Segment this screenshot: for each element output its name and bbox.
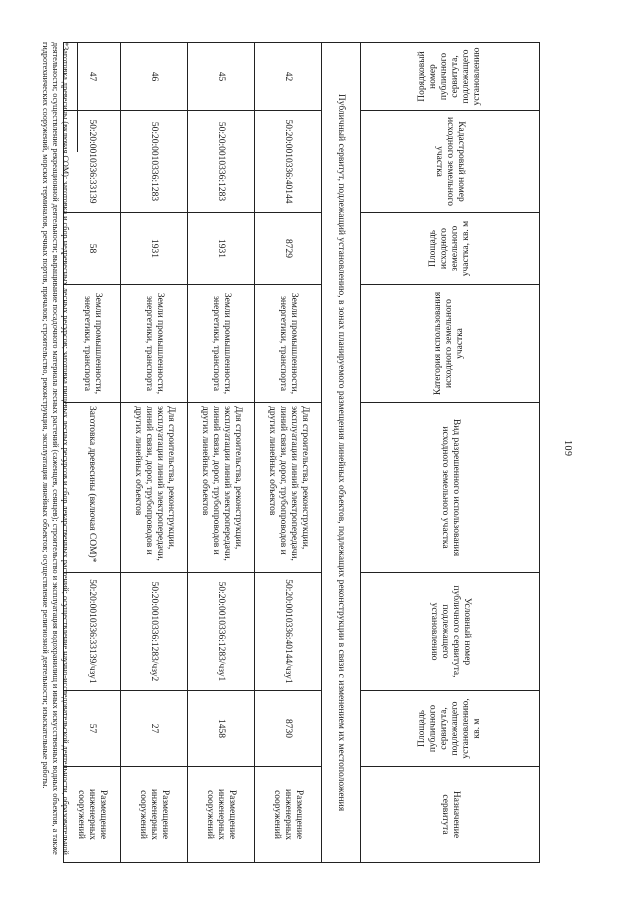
cell-use: Для строительства, реконструкции, эксплуатации линий электропередачи, линий связи, дорог, трубопроводов и других линейных объектов — [255, 403, 322, 573]
cell-purpose: Размещение инженерных сооружений — [64, 767, 121, 863]
cell-num: 42 — [255, 43, 322, 111]
cell-use: Для строительства, реконструкции, эксплуатации линий электропередачи, линий связи, дорог, трубопроводов и других линейных объектов — [188, 403, 255, 573]
cell-cond-num: 50:20:0010336:1283/чзу1 — [188, 573, 255, 691]
cell-use: Для строительства, реконструкции, эксплуатации линий электропередачи, линий связи, дорог, трубопроводов и других линейных объектов — [121, 403, 188, 573]
table-row — [188, 43, 255, 863]
header-cadastral-number: Кадастровый номер исходного земельного участка — [361, 111, 540, 213]
servitude-table — [63, 42, 540, 863]
header-plot-area: Площадь исходного земельного участка, кв. м — [361, 213, 540, 285]
cell-area: 8729 — [255, 213, 322, 285]
cell-cadastral: 50:20:0010336:40144 — [255, 111, 322, 213]
cell-serv-area: 1458 — [188, 691, 255, 767]
cell-area: 1931 — [121, 213, 188, 285]
cell-num: 47 — [64, 43, 121, 111]
table-row — [64, 43, 121, 863]
header-conditional-number: Условный номер публичного сервитута, подлежащего установлению — [361, 573, 540, 691]
cell-serv-area: 27 — [121, 691, 188, 767]
rotated-page-content — [41, 42, 540, 862]
cell-category: Земли промышленности, энергетики, транспорта — [188, 285, 255, 403]
cell-area: 1931 — [188, 213, 255, 285]
footnote-divider — [77, 42, 78, 152]
table-row — [255, 43, 322, 863]
section-title: Публичный сервитут, подлежащий установлению, в зонах планируемого размещения линейных объектов, подлежащих реконструкции в связи с изменением их местоположения — [322, 43, 361, 863]
header-servitude-purpose: Назначение сервитута — [361, 767, 540, 863]
cell-cond-num: 50:20:0010336:40144/чзу1 — [255, 573, 322, 691]
cell-cond-num: 50:20:0010336:1283/чзу2 — [121, 573, 188, 691]
cell-purpose: Размещение инженерных сооружений — [255, 767, 322, 863]
cell-category: Земли промышленности, энергетики, транспорта — [255, 285, 322, 403]
cell-purpose: Размещение инженерных сооружений — [121, 767, 188, 863]
cell-num: 45 — [188, 43, 255, 111]
cell-serv-area: 57 — [64, 691, 121, 767]
cell-cadastral: 50:20:0010336:1283 — [188, 111, 255, 213]
table-header-row — [361, 43, 540, 863]
header-serial-number: Порядковый номер публичного сервитута, подлежащего установлению — [361, 43, 540, 111]
header-servitude-area: Площадь публичного сервитута, подлежащего установлению, кв. м — [361, 691, 540, 767]
header-land-category: Категория использования исходного земельного участка — [361, 285, 540, 403]
cell-cadastral: 50:20:0010336:33139 — [64, 111, 121, 213]
cell-category: Земли промышленности, энергетики, транспорта — [64, 285, 121, 403]
cell-use: Заготовка древесины (включая СОМ)* — [64, 403, 121, 573]
cell-num: 46 — [121, 43, 188, 111]
footnote: *Заготовка древесины (включая СОМ): заготовка и сбор недревесных лесных ресурсов; заготовка пищевых лесных ресурсов и сбор лекарственных растений; осуществление научно-исследовательской деятельности, образовательной деятельности; осуществление рекреационной деятельности; выращивание посадочного материала лесных растений (саженцев, сеянцев); строительство и эксплуатация водохранилищ и иных искусственных водных объектов, а также гидротехнических сооружений, морских терминалов, речных портов, причалов; строительство, реконструкция, эксплуатация линейных объектов; осуществление религиозной деятельности; изыскательные работы. — [41, 42, 70, 855]
cell-serv-area: 8730 — [255, 691, 322, 767]
header-permitted-use: Вид разрешенного использования исходного земельного участка — [361, 403, 540, 573]
cell-category: Земли промышленности, энергетики, транспорта — [121, 285, 188, 403]
cell-purpose: Размещение инженерных сооружений — [188, 767, 255, 863]
page-number: 109 — [562, 440, 573, 457]
table-row — [121, 43, 188, 863]
cell-cadastral: 50:20:0010336:1283 — [121, 111, 188, 213]
cell-cond-num: 50:20:0010336:33139/чзу1 — [64, 573, 121, 691]
cell-area: 58 — [64, 213, 121, 285]
section-title-row — [322, 43, 361, 863]
